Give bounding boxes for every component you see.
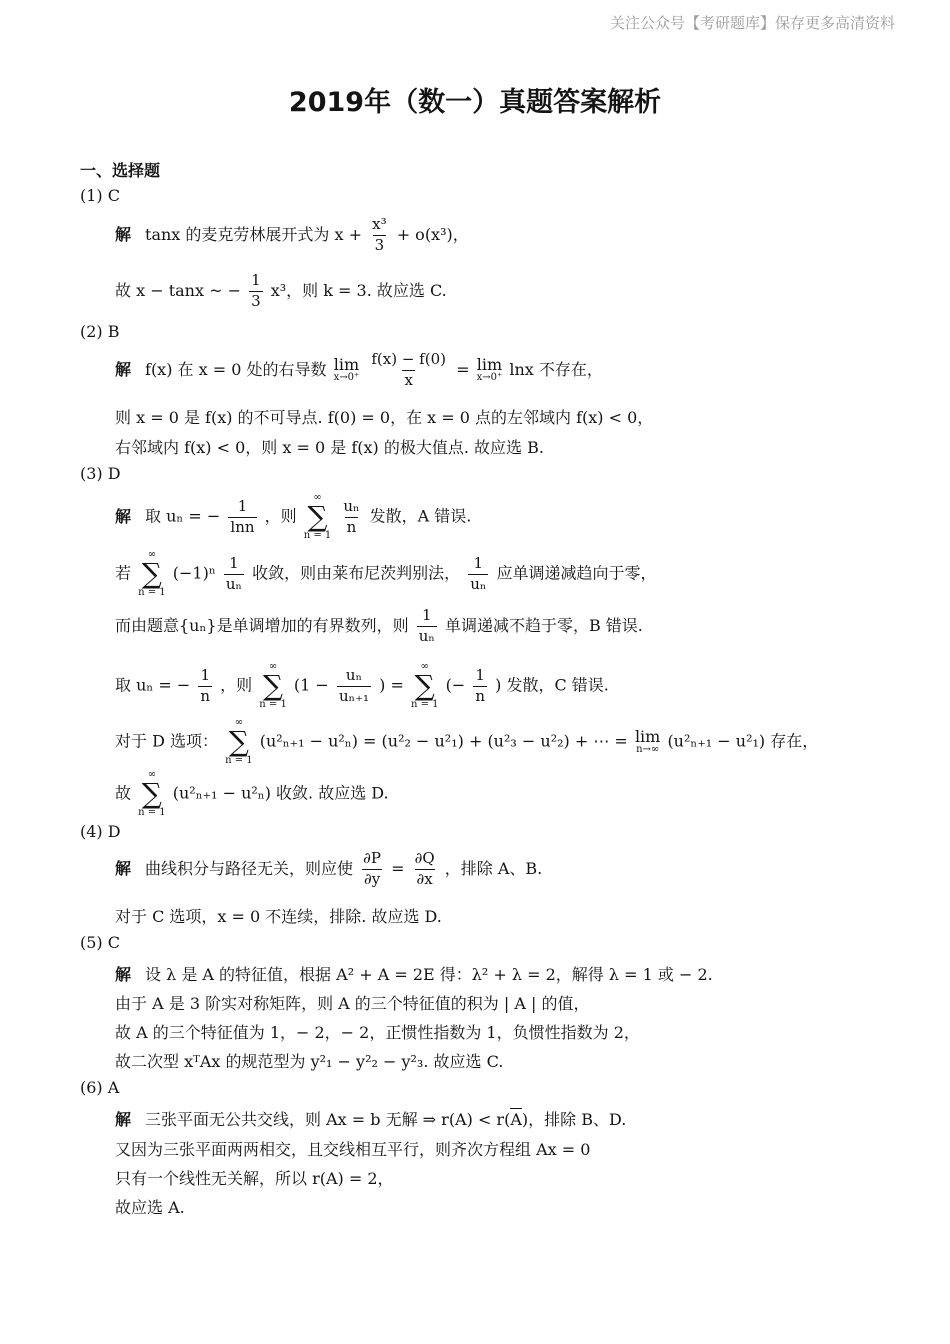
sum-operator: ∞ ∑ n = 1 — [138, 769, 166, 818]
q6-line-4: 故应选 A. — [115, 1198, 185, 1217]
limit-operator: lim x→0⁺ — [333, 355, 360, 384]
augmented-matrix-bar: A — [510, 1110, 522, 1129]
q2-line-1: 解 f(x) 在 x = 0 处的右导数 lim x→0⁺ $\frac{f(x) - f(0)}{x}$ = lim x→0⁺ lnx 不存在， — [115, 350, 603, 389]
solution-keyword: 解 — [115, 1110, 132, 1129]
q5-line-2: 由于 A 是 3 阶实对称矩阵，则 A 的三个特征值的积为 | A | 的值， — [115, 994, 590, 1013]
q4-line-2: 对于 C 选项，x = 0 不连续，排除. 故应选 D. — [115, 907, 442, 926]
watermark: 关注公众号【考研题库】保存更多高清资料 — [610, 14, 896, 32]
solution-keyword: 解 — [115, 965, 132, 984]
q2-line-2: 则 x = 0 是 f(x) 的不可导点. f(0) = 0，在 x = 0 点的左邻域内 f(x) < 0， — [115, 408, 654, 427]
sum-operator: ∞ ∑ n = 1 — [303, 492, 332, 541]
q3-line-3: 而由题意{uₙ}是单调增加的有界数列，则 $\frac{1}{\text{uₙ}}$ 单调递减不趋于零，B 错误. — [115, 606, 643, 645]
page-title: 2019年（数一）真题答案解析 — [288, 87, 662, 118]
sum-operator: ∞ ∑ n = 1 — [259, 661, 287, 710]
q3-fraction-7: $\frac{\text{uₙ}}{\text{uₙ₊₁}}$ — [338, 665, 370, 705]
sum-operator: ∞ ∑ n = 1 — [225, 717, 253, 766]
q3-line-6: 故 ∞ ∑ n = 1 (u²ₙ₊₁ − u²ₙ) 收敛. 故应选 D. — [115, 769, 389, 818]
q3-line-5: 对于 D 选项： ∞ ∑ n = 1 (u²ₙ₊₁ − u²ₙ) = (u²₂ − u²₁) + (u²₃ − u²₂) + ⋯ = lim n→∞ (u²ₙ₊₁ − u²₁) 存在， — [115, 717, 819, 766]
q4-line-1: 解 曲线积分与路径无关，则应使 $\frac{\partial P}{\partial y}$ = $\frac{\partial Q}{\partial x}$ ，排除 A、B. — [115, 849, 543, 888]
answer-3: (3) D — [80, 464, 121, 483]
q1-fraction: $\frac{\text{x³}}{3}$ — [372, 215, 387, 254]
q1-tail: + o(x³)， — [396, 224, 469, 244]
q3-fraction-6: $\frac{1}{n}$ — [200, 665, 211, 705]
partial-p-fraction: $\frac{\partial P}{\partial y}$ — [363, 849, 381, 888]
q6-line-3: 只有一个线性无关解，所以 r(A) = 2， — [115, 1169, 394, 1188]
solution-keyword: 解 — [115, 506, 132, 526]
q2-line-3: 右邻域内 f(x) < 0，则 x = 0 是 f(x) 的极大值点. 故应选 B. — [115, 438, 544, 457]
answer-2: (2) B — [80, 322, 120, 341]
q6-line-1: 解 三张平面无公共交线，则 Ax = b 无解 ⇒ r(A) < r(A)，排除 B、D. — [115, 1110, 627, 1129]
q1-line-1 — [115, 217, 469, 254]
q1-fraction-2: $\frac{1}{3}$ — [251, 271, 261, 310]
q3-line-4: 取 uₙ = − $\frac{1}{n}$ ，则 ∞ ∑ n = 1 (1 − $\frac{\text{uₙ}}{\text{uₙ₊₁}}$ ) = ∞ ∑ n = 1 (− $\frac{1}{n}$ ) 发散，C 错误. — [115, 661, 609, 710]
q1-line-2: 故 x − tanx ~ − $\frac{1}{3}$ x³，则 k = 3. 故应选 C. — [115, 271, 447, 310]
q3-line-2: 若 ∞ ∑ n = 1 (−1)ⁿ $\frac{1}{\text{uₙ}}$ 收敛，则由莱布尼茨判别法， $\frac{1}{\text{uₙ}}$ 应单调递减趋向于零， — [115, 549, 657, 598]
answer-4: (4) D — [80, 822, 121, 841]
sum-operator: ∞ ∑ n = 1 — [138, 549, 166, 598]
answer-1: (1) C — [80, 186, 120, 205]
q3-fraction-5: $\frac{1}{\text{uₙ}}$ — [418, 606, 435, 645]
limit-operator: lim n→∞ — [634, 727, 661, 755]
q3-fraction-1: $\frac{1}{\ln n}$ — [230, 496, 255, 536]
answer-5: (5) C — [80, 933, 120, 952]
q3-fraction-4: $\frac{1}{\text{uₙ}}$ — [470, 553, 487, 593]
limit-operator-2: lim x→0⁺ — [476, 355, 503, 384]
solution-keyword: 解 — [115, 359, 132, 379]
q6-line-2: 又因为三张平面两两相交，且交线相互平行，则齐次方程组 Ax = 0 — [115, 1140, 591, 1159]
q5-line-4: 故二次型 xᵀAx 的规范型为 y²₁ − y²₂ − y²₃. 故应选 C. — [115, 1052, 504, 1071]
section-heading: 一、选择题 — [80, 161, 161, 180]
sum-operator: ∞ ∑ n = 1 — [410, 661, 439, 710]
solution-keyword: 解 — [115, 224, 132, 244]
q3-fraction-8: $\frac{1}{n}$ — [475, 665, 486, 705]
solution-keyword: 解 — [115, 858, 132, 878]
answer-6: (6) A — [80, 1078, 120, 1097]
q2-fraction: $\frac{f(x) - f(0)}{x}$ — [371, 350, 446, 389]
partial-q-fraction: $\frac{\partial Q}{\partial x}$ — [414, 849, 435, 888]
q3-line-1: 解 取 uₙ = − $\frac{1}{\ln n}$ ，则 ∞ ∑ n = 1 $\frac{\text{uₙ}}{n}$ 发散，A 错误. — [115, 492, 472, 541]
q3-fraction-3: $\frac{1}{\text{uₙ}}$ — [225, 553, 242, 593]
q5-line-1: 解 设 λ 是 A 的特征值，根据 A² + A = 2E 得：λ² + λ = 2，解得 λ = 1 或 − 2. — [115, 965, 713, 984]
q1-text: tanx 的麦克劳林展开式为 x + — [145, 224, 363, 244]
q5-line-3: 故 A 的三个特征值为 1，− 2，− 2，正惯性指数为 1，负惯性指数为 2， — [115, 1023, 640, 1042]
q3-fraction-2: $\frac{\text{uₙ}}{n}$ — [343, 496, 360, 536]
